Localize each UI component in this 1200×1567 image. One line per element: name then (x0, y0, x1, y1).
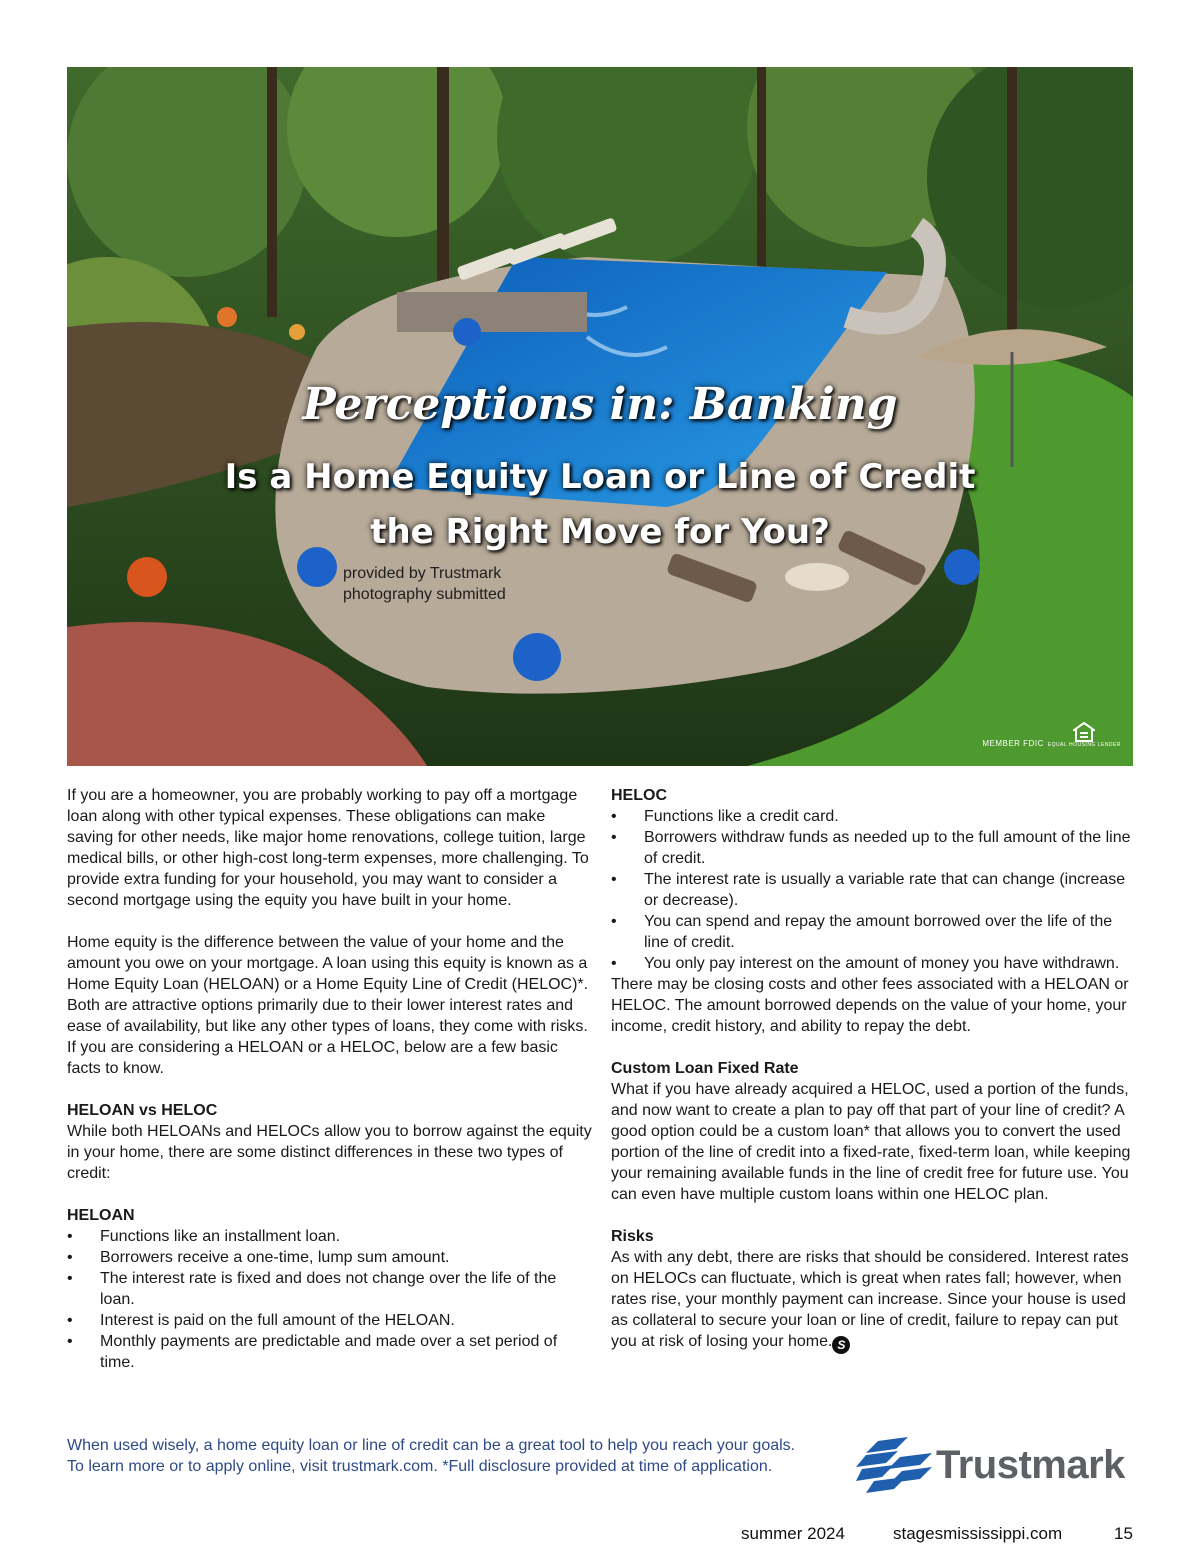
heloan-vs-heloc-heading: HELOAN vs HELOC (67, 1102, 218, 1119)
article-title: Perceptions in: Banking (302, 379, 898, 430)
fdic-badge (982, 722, 1121, 748)
custom-loan-paragraph: What if you have already acquired a HELOC, used a portion of the funds, and now want to create a plan to pay off that part of your line of credit? A good option could be a custom loan* that allows you to convert the used portion of the line of credit into a fixed-rate, fixed-term loan, while keeping your remaining available funds in the line of credit free for future use. You can even have multiple custom loans within one HELOC plan. (611, 1081, 1131, 1203)
list-item: • The interest rate is fixed and does not change over the life of the loan. (67, 1268, 592, 1310)
heloan-list (67, 1226, 592, 1373)
list-item: • Borrowers withdraw funds as needed up to the full amount of the line of credit. (611, 827, 1141, 869)
fdic-text: MEMBER FDIC (982, 739, 1044, 748)
heloc-list (611, 806, 1141, 974)
trustmark-wordmark: Trustmark (936, 1443, 1125, 1487)
article-right-column (611, 785, 1141, 1354)
heloan-vs-heloc-text: While both HELOANs and HELOCs allow you to borrow against the equity in your home, there are some distinct differences in these two types of credit: (67, 1123, 592, 1182)
heloc-heading: HELOC (611, 787, 667, 804)
article-subtitle: Is a Home Equity Loan or Line of Credit the Right Move for You? (224, 457, 976, 552)
intro-paragraph-2: Home equity is the difference between the value of your home and the amount you owe on your mortgage. A loan using this equity is known as a Home Equity Loan (HELOAN) or a Home Equity Line of Credit (HELOC)*. Both are attractive options primarily due to their lower interest rates and ease of availability, but like any other types of loans, they come with risks. If you are considering a HELOAN or a HELOC, below are a few basic facts to know. (67, 934, 589, 1077)
risks-heading: Risks (611, 1228, 654, 1245)
list-item: • The interest rate is usually a variable rate that can change (increase or decrease). (611, 869, 1141, 911)
list-item: • Monthly payments are predictable and made over a set period of time. (67, 1331, 592, 1373)
list-item: • Interest is paid on the full amount of the HELOAN. (67, 1310, 592, 1331)
trustmark-globe-icon (856, 1435, 936, 1499)
ehl-text: EQUAL HOUSING LENDER (1047, 742, 1121, 748)
equal-housing-lender-logo (1048, 722, 1121, 748)
heloan-heading: HELOAN (67, 1207, 135, 1224)
page-number: 15 (1114, 1524, 1133, 1543)
risks-paragraph (611, 1247, 1141, 1354)
credit-provider: provided by Trustmark (343, 565, 502, 582)
list-item: • Functions like a credit card. (611, 806, 1141, 827)
risks-text: As with any debt, there are risks that should be considered. Interest rates on HELOCs can fluctuate, which is great when rates fall; however, when rates rise, your monthly payment can increase. Since your house is used as collateral to secure your loan or line of credit, failure to repay can put you at risk of losing your home. (611, 1249, 1129, 1350)
article-left-column (67, 785, 592, 1373)
trustmark-logo (856, 1435, 1136, 1499)
list-item: • Functions like an installment loan. (67, 1226, 592, 1247)
photo-credit (343, 563, 506, 605)
custom-loan-heading: Custom Loan Fixed Rate (611, 1060, 799, 1077)
end-of-article-icon: S (832, 1336, 850, 1354)
credit-photography: photography submitted (343, 586, 506, 603)
closing-costs-paragraph: There may be closing costs and other fees associated with a HELOAN or HELOC. The amount borrowed depends on the value of your home, your income, credit history, and ability to repay the debt. (611, 976, 1129, 1035)
list-item: • Borrowers receive a one-time, lump sum amount. (67, 1247, 592, 1268)
intro-paragraph-1: If you are a homeowner, you are probably working to pay off a mortgage loan along with other typical expenses. These obligations can make saving for other needs, like major home renovations, college tuition, large medical bills, or other high-cost long-term expenses, more challenging. To provide extra funding for your household, you may want to consider a second mortgage using the equity you have built in your home. (67, 787, 589, 909)
list-item: • You only pay interest on the amount of money you have withdrawn. (611, 953, 1141, 974)
website: stagesmississippi.com (893, 1524, 1063, 1543)
house-icon (1073, 722, 1095, 742)
call-to-action: When used wisely, a home equity loan or line of credit can be a great tool to help you reach your goals. To learn more or to apply online, visit trustmark.com. *Full disclosure provided at time of application. (67, 1437, 796, 1475)
list-item: • You can spend and repay the amount borrowed over the life of the line of credit. (611, 911, 1141, 953)
hero-photo (67, 67, 1133, 766)
issue-date: summer 2024 (741, 1524, 845, 1543)
